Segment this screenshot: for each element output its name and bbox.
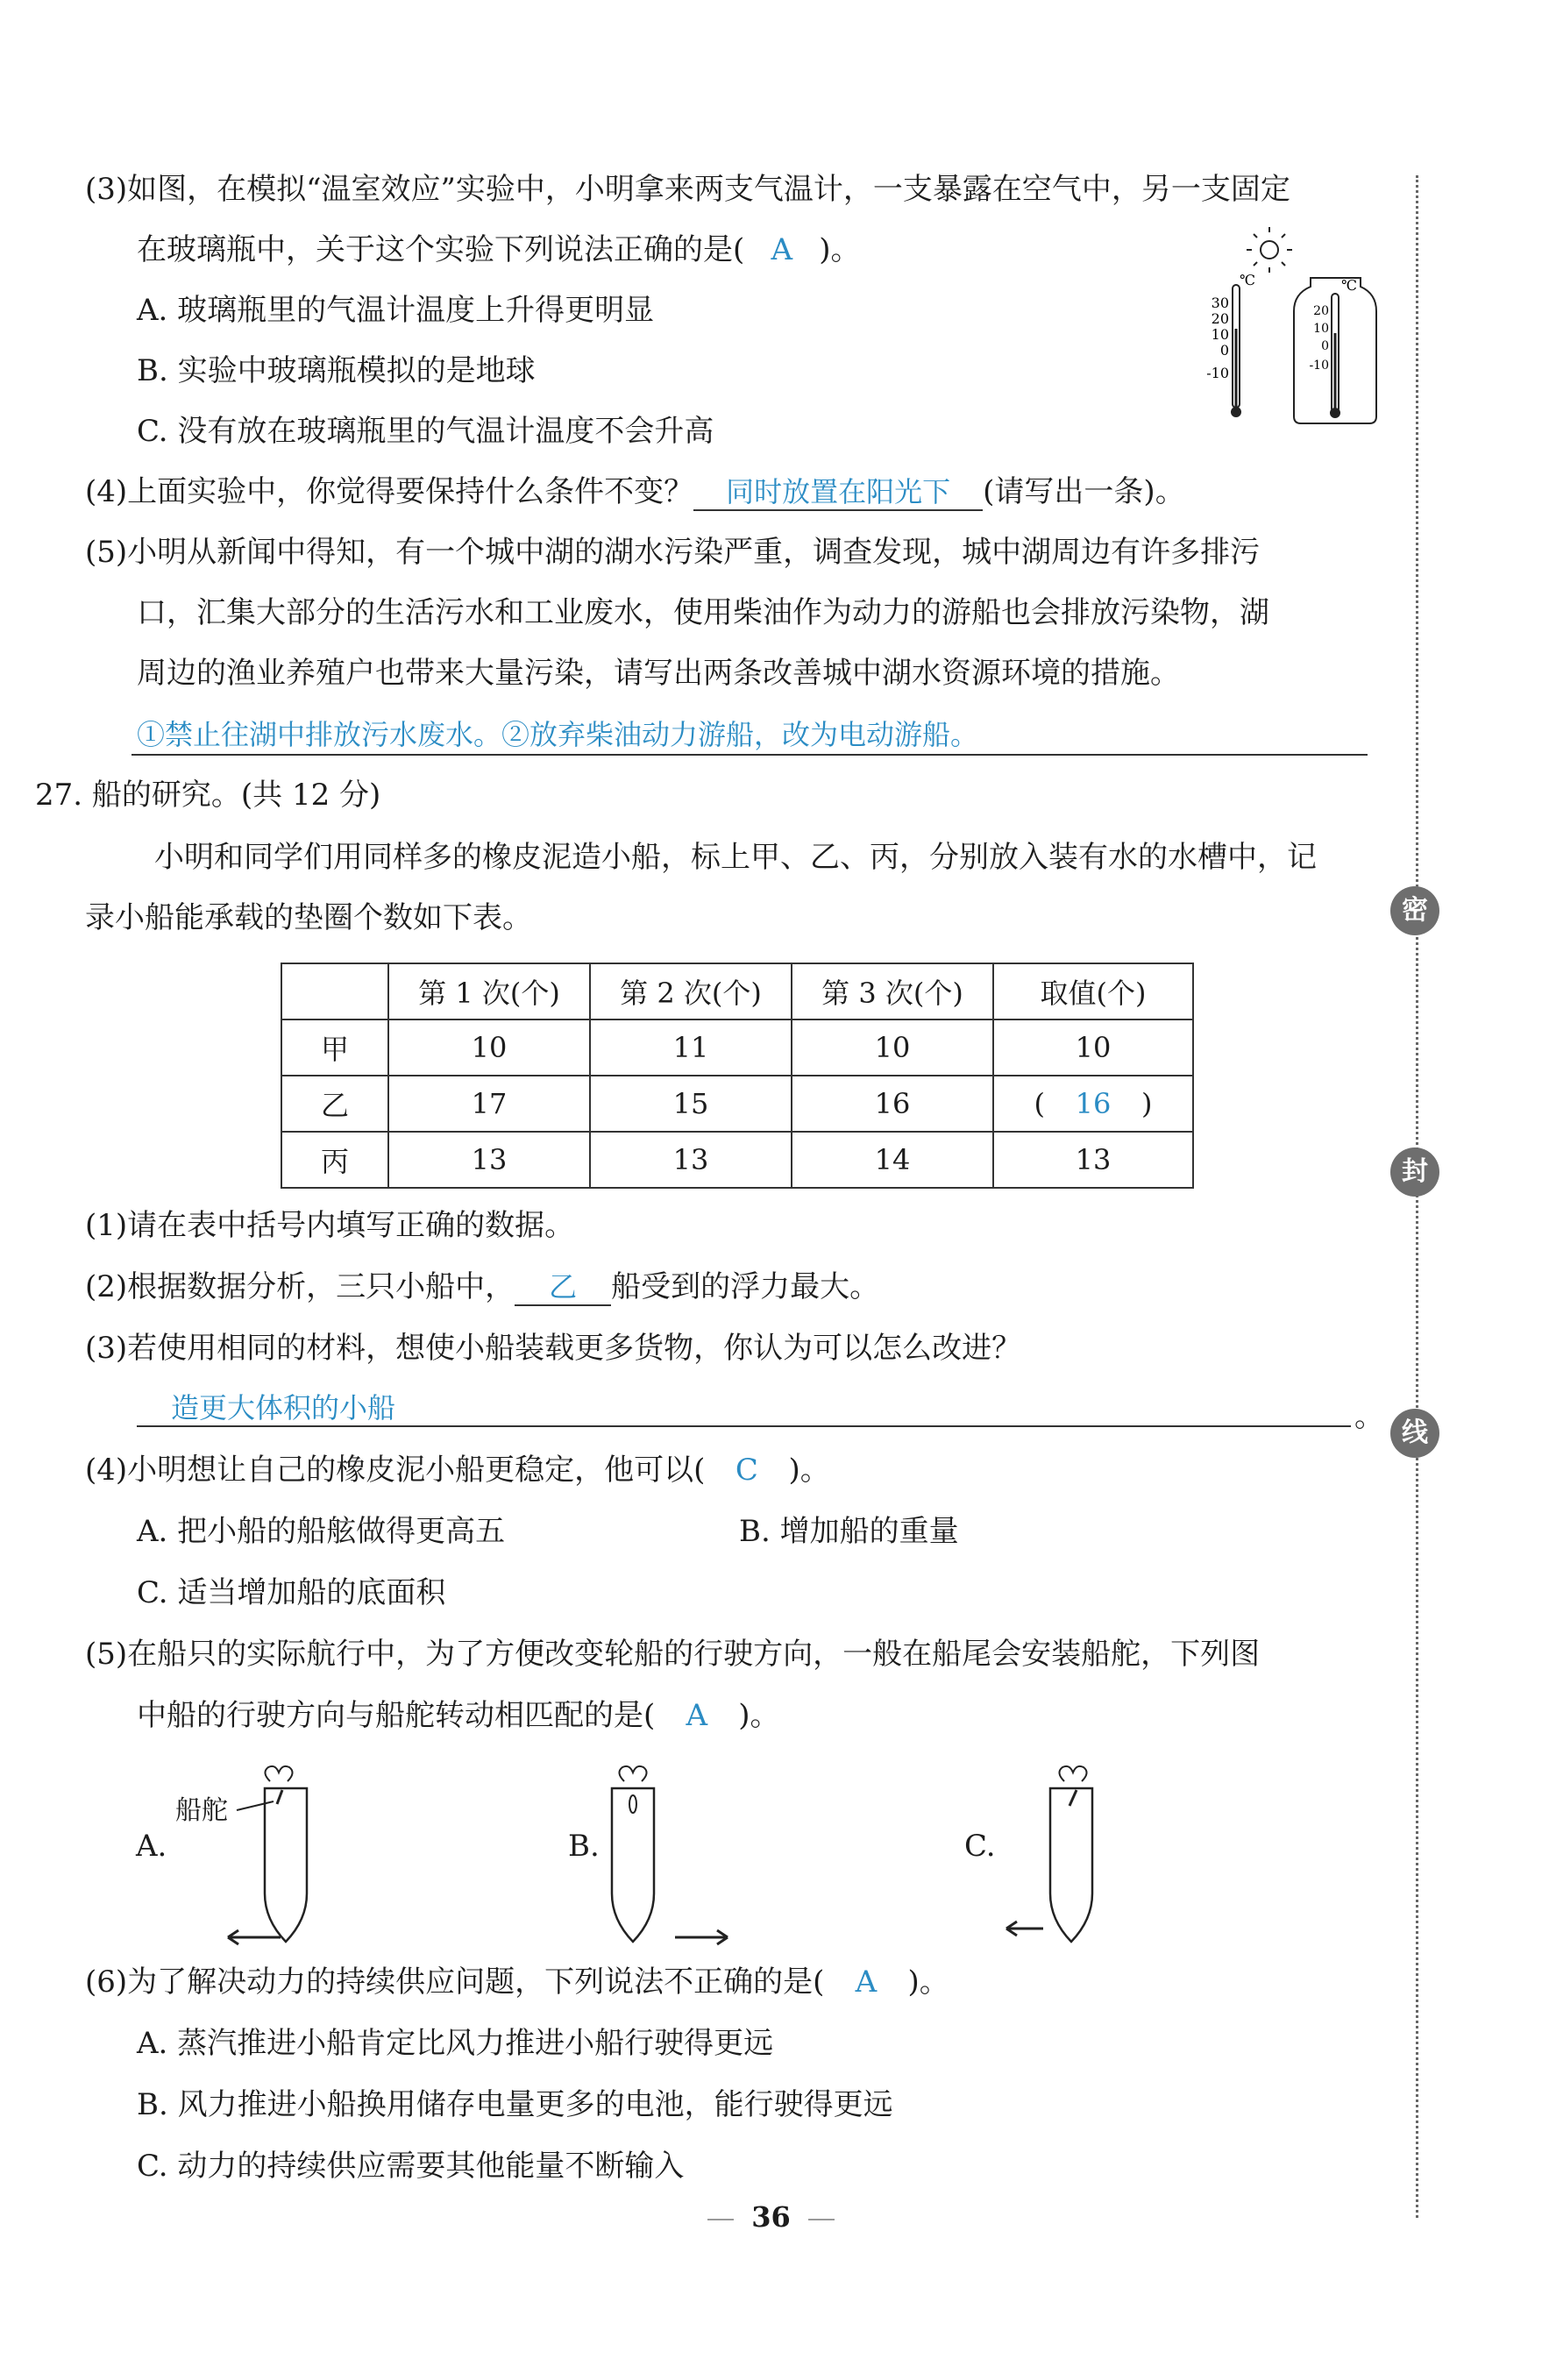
q3-answer: A <box>771 232 793 267</box>
q5-answer-underline <box>131 754 1368 756</box>
boat-fig-c <box>999 1762 1140 1955</box>
thermometer-figure <box>1175 224 1394 430</box>
q27-part6: (6)为了解决动力的持续供应问题，下列说法不正确的是( A )。 <box>85 1964 949 2000</box>
table-cell: 乙 <box>281 1076 388 1132</box>
boat-fig-b <box>605 1762 745 1955</box>
rudder-label: 船舵 <box>175 1795 228 1826</box>
q3-option-c: C. 没有放在玻璃瓶里的气温计温度不会升高 <box>137 414 714 449</box>
q3-stem-line2: 在玻璃瓶中，关于这个实验下列说法正确的是( A )。 <box>137 232 861 267</box>
table-cell: 10 <box>993 1019 1193 1076</box>
table-cell: 10 <box>792 1019 993 1076</box>
seal-mark-xian: 线 <box>1390 1409 1439 1458</box>
svg-text:20: 20 <box>1313 304 1329 318</box>
q5-line1: (5)小明从新闻中得知，有一个城中湖的湖水污染严重，调查发现，城中湖周边有许多排污 <box>85 535 1261 570</box>
q27-part4-option-b: B. 增加船的重量 <box>739 1514 959 1549</box>
q5-answer: ①禁止往湖中排放污水废水。②放弃柴油动力游船，改为电动游船。 <box>137 718 979 751</box>
table-cell: 11 <box>590 1019 792 1076</box>
page-number: 36 <box>0 2200 1542 2234</box>
svg-text:10: 10 <box>1211 326 1229 343</box>
table-cell: 16 <box>792 1076 993 1132</box>
glass-jar <box>1294 277 1376 423</box>
q27-intro-line1: 小明和同学们用同样多的橡皮泥造小船，标上甲、乙、丙，分别放入装有水的水槽中，记 <box>154 840 1317 875</box>
table-header-cell: 第 1 次(个) <box>388 963 590 1019</box>
table-cell: 15 <box>590 1076 792 1132</box>
q27-title: 27. 船的研究。(共 12 分) <box>35 778 381 813</box>
table-cell-answer: ( 16 ) <box>993 1076 1193 1132</box>
boat-fig-a <box>219 1762 342 1955</box>
seal-mark-mi: 密 <box>1390 886 1439 935</box>
q27-part2-answer: 乙 <box>515 1269 611 1306</box>
q27-part6-option-c: C. 动力的持续供应需要其他能量不断输入 <box>137 2149 685 2184</box>
q27-part3-underline <box>137 1425 1351 1427</box>
table-header-row <box>281 963 1193 1019</box>
q27-part6-option-b: B. 风力推进小船换用储存电量更多的电池，能行驶得更远 <box>137 2087 893 2122</box>
table-header-cell: 取值(个) <box>993 963 1193 1019</box>
q4-answer: 同时放置在阳光下 <box>693 474 983 511</box>
boat-fig-a-label: A. <box>136 1829 167 1864</box>
q4-line: (4)上面实验中，你觉得要保持什么条件不变？ 同时放置在阳光下 (请写出一条)。 <box>85 474 1185 509</box>
q27-part1: (1)请在表中括号内填写正确的数据。 <box>85 1208 575 1243</box>
q27-part3: (3)若使用相同的材料，想使小船装载更多货物，你认为可以怎么改进？ <box>85 1331 1022 1366</box>
q27-intro-line2: 录小船能承载的垫圈个数如下表。 <box>85 900 532 935</box>
q3-stem-line1: (3)如图，在模拟“温室效应”实验中，小明拿来两支气温计，一支暴露在空气中，另一支固定 <box>85 172 1290 207</box>
boat-fig-b-label: B. <box>568 1829 600 1864</box>
q27-part4-answer: C <box>735 1453 758 1488</box>
svg-text:0: 0 <box>1219 342 1229 359</box>
table-cell: 13 <box>388 1132 590 1188</box>
q27-part5-line2: 中船的行驶方向与船舵转动相匹配的是( A )。 <box>137 1698 780 1733</box>
table-cell: 14 <box>792 1132 993 1188</box>
table-header-cell <box>281 963 388 1019</box>
table-header-cell: 第 2 次(个) <box>590 963 792 1019</box>
table-cell: 10 <box>388 1019 590 1076</box>
seal-mark-feng: 封 <box>1390 1147 1439 1197</box>
thermometer-open-air <box>1206 272 1255 417</box>
q27-part4-option-c: C. 适当增加船的底面积 <box>137 1575 446 1610</box>
q27-part5-answer: A <box>686 1698 708 1733</box>
q27-part6-option-a: A. 蒸汽推进小船肯定比风力推进小船行驶得更远 <box>137 2026 774 2061</box>
table-cell: 甲 <box>281 1019 388 1076</box>
table-row <box>281 1076 1193 1132</box>
q3-option-a: A. 玻璃瓶里的气温计温度上升得更明显 <box>137 293 655 328</box>
q5-line2: 口，汇集大部分的生活污水和工业废水，使用柴油作为动力的游船也会排放污染物，湖 <box>137 595 1269 630</box>
q27-part5-line1: (5)在船只的实际航行中，为了方便改变轮船的行驶方向，一般在船尾会安装船舵，下列图 <box>85 1637 1261 1672</box>
svg-text:℃: ℃ <box>1240 272 1255 288</box>
table-cell: 17 <box>388 1076 590 1132</box>
table-header-cell: 第 3 次(个) <box>792 963 993 1019</box>
svg-text:10: 10 <box>1313 322 1329 336</box>
q3-option-b: B. 实验中玻璃瓶模拟的是地球 <box>137 353 536 388</box>
table-row <box>281 1019 1193 1076</box>
table-cell: 丙 <box>281 1132 388 1188</box>
svg-text:20: 20 <box>1211 310 1229 327</box>
q27-part3-end: 。 <box>1354 1399 1384 1434</box>
boat-data-table <box>281 963 1194 1189</box>
q27-part4: (4)小明想让自己的橡皮泥小船更稳定，他可以( C )。 <box>85 1453 830 1488</box>
q27-part6-answer: A <box>855 1964 878 2000</box>
table-answer: 16 <box>1075 1087 1112 1120</box>
svg-text:-10: -10 <box>1206 365 1229 381</box>
q27-part2: (2)根据数据分析，三只小船中， 乙 船受到的浮力最大。 <box>85 1269 880 1304</box>
sun-icon <box>1247 227 1292 273</box>
binding-dotted-line <box>1416 175 1418 2218</box>
q5-line3: 周边的渔业养殖户也带来大量污染，请写出两条改善城中湖水资源环境的措施。 <box>137 656 1180 691</box>
svg-text:0: 0 <box>1321 339 1329 353</box>
q27-part4-option-a: A. 把小船的船舷做得更高五 <box>137 1514 506 1549</box>
svg-text:℃: ℃ <box>1341 277 1357 294</box>
svg-text:30: 30 <box>1211 295 1229 311</box>
boat-fig-c-label: C. <box>964 1829 996 1864</box>
table-cell: 13 <box>993 1132 1193 1188</box>
q27-part3-answer: 造更大体积的小船 <box>171 1391 396 1424</box>
svg-text:-10: -10 <box>1309 359 1329 373</box>
table-cell: 13 <box>590 1132 792 1188</box>
table-row <box>281 1132 1193 1188</box>
